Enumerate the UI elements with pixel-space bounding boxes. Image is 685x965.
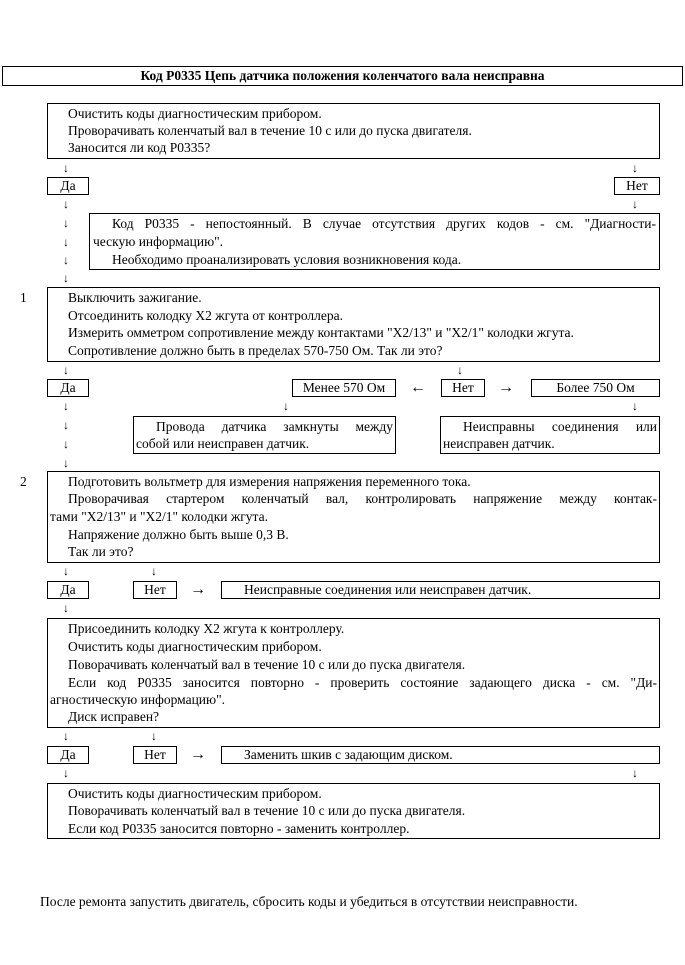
arrow-down: ↓ — [632, 766, 638, 780]
arrow-down: ↓ — [63, 729, 69, 743]
reconnect-line-1: Присоединить колодку X2 жгута к контроллеру. — [68, 621, 345, 636]
label-yes: Да — [47, 746, 89, 764]
box-initial-line-2: Проворачивать коленчатый вал в течение 10 с или до пуска двигателя. — [68, 123, 472, 138]
final-line-1: Очистить коды диагностическим прибором. — [68, 786, 322, 801]
arrow-down: ↓ — [63, 271, 69, 285]
step-number-1: 1 — [20, 290, 27, 305]
bad-connections-line-2: неисправен датчик. — [443, 436, 555, 451]
final-line-3: Если код P0335 заносится повторно - заменить контроллер. — [68, 821, 410, 836]
box-intermittent-note — [89, 213, 660, 270]
bad-connections-line-1: Неисправны соединения или — [463, 419, 657, 434]
label-no: Нет — [133, 581, 177, 599]
note-line-1: Код P0335 - непостоянный. В случае отсутствия других кодов - см. "Диагности- — [112, 216, 656, 231]
step1-line-4: Сопротивление должно быть в пределах 570-750 Ом. Так ли это? — [68, 343, 443, 358]
step2-line-2: Проворачивая стартером коленчатый вал, контролировать напряжение между контак- — [68, 491, 657, 506]
label-no: Нет — [133, 746, 177, 764]
step1-line-2: Отсоединить колодку X2 жгута от контроллера. — [68, 308, 343, 323]
arrow-down: ↓ — [151, 564, 157, 578]
label-more-750: Более 750 Ом — [531, 379, 660, 397]
label-yes: Да — [47, 379, 89, 397]
step2-line-1: Подготовить вольтметр для измерения напряжения переменного тока. — [68, 474, 471, 489]
label-less-570: Менее 570 Ом — [292, 379, 396, 397]
box-initial-check — [47, 103, 660, 159]
arrow-down: ↓ — [151, 729, 157, 743]
label-yes: Да — [47, 177, 89, 195]
box-final — [47, 783, 660, 839]
arrow-down: ↓ — [63, 197, 69, 211]
arrow-down: ↓ — [63, 363, 69, 377]
step2-line-3: тами "X2/13" и "X2/1" колодки жгута. — [50, 509, 268, 524]
step1-line-3: Измерить омметром сопротивление между контактами "X2/13" и "X2/1" колодки жгута. — [68, 325, 574, 340]
short-circuit-line-1: Провода датчика замкнуты между — [156, 419, 393, 434]
arrow-down: ↓ — [63, 564, 69, 578]
arrow-down: ↓ — [632, 161, 638, 175]
reconnect-line-6: Диск исправен? — [68, 709, 160, 724]
arrow-down: ↓ — [63, 437, 69, 451]
arrow-down: ↓ — [457, 363, 463, 377]
box-step-1 — [47, 287, 660, 362]
arrow-down: ↓ — [63, 253, 69, 267]
box-step2-failure — [221, 581, 660, 599]
arrow-left: ← — [410, 379, 426, 396]
footer-note: После ремонта запустить двигатель, сбросить коды и убедиться в отсутствии неисправности. — [40, 894, 578, 909]
short-circuit-line-2: собой или неисправен датчик. — [136, 436, 310, 451]
arrow-down: ↓ — [632, 197, 638, 211]
box-reconnect — [47, 618, 660, 728]
arrow-down: ↓ — [63, 216, 69, 230]
arrow-down: ↓ — [63, 601, 69, 615]
box-bad-connections — [440, 416, 660, 454]
arrow-down: ↓ — [283, 399, 289, 413]
box-initial-line-1: Очистить коды диагностическим прибором. — [68, 106, 322, 121]
box-replace-pulley — [221, 746, 660, 764]
step-number-2: 2 — [20, 474, 27, 489]
step1-line-1: Выключить зажигание. — [68, 290, 202, 305]
arrow-right: → — [498, 379, 514, 396]
reconnect-line-2: Очистить коды диагностическим прибором. — [68, 639, 322, 654]
page-title — [2, 66, 683, 86]
arrow-down: ↓ — [63, 399, 69, 413]
step2-line-4: Напряжение должно быть выше 0,3 В. — [68, 527, 289, 542]
box-short-circuit — [133, 416, 396, 454]
note-line-2: ческую информацию". — [93, 234, 224, 249]
arrow-right: → — [190, 746, 206, 763]
reconnect-line-3: Поворачивать коленчатый вал в течение 10 с или до пуска двигателя. — [68, 657, 466, 672]
replace-pulley-text: Заменить шкив с задающим диском. — [244, 747, 453, 762]
step2-line-5: Так ли это? — [68, 544, 134, 559]
arrow-down: ↓ — [63, 766, 69, 780]
arrow-right: → — [190, 581, 206, 598]
label-yes: Да — [47, 581, 89, 599]
arrow-down: ↓ — [63, 235, 69, 249]
arrow-down: ↓ — [63, 161, 69, 175]
reconnect-line-5: агностическую информацию". — [50, 692, 225, 707]
arrow-down: ↓ — [63, 418, 69, 432]
final-line-2: Поворачивать коленчатый вал в течение 10 с или до пуска двигателя. — [68, 803, 466, 818]
label-no: Нет — [441, 379, 485, 397]
arrow-down: ↓ — [63, 456, 69, 470]
note-line-3: Необходимо проанализировать условия возникновения кода. — [112, 252, 462, 267]
step2-failure-text: Неисправные соединения или неисправен датчик. — [244, 582, 532, 597]
label-no: Нет — [614, 177, 660, 195]
arrow-down: ↓ — [632, 399, 638, 413]
box-step-2 — [47, 471, 660, 563]
reconnect-line-4: Если код P0335 заносится повторно - проверить состояние задающего диска - см. "Ди- — [68, 675, 657, 690]
page-title-text: Код P0335 Цепь датчика положения коленчатого вала неисправна — [140, 68, 545, 83]
box-initial-line-3: Заносится ли код P0335? — [68, 140, 211, 155]
